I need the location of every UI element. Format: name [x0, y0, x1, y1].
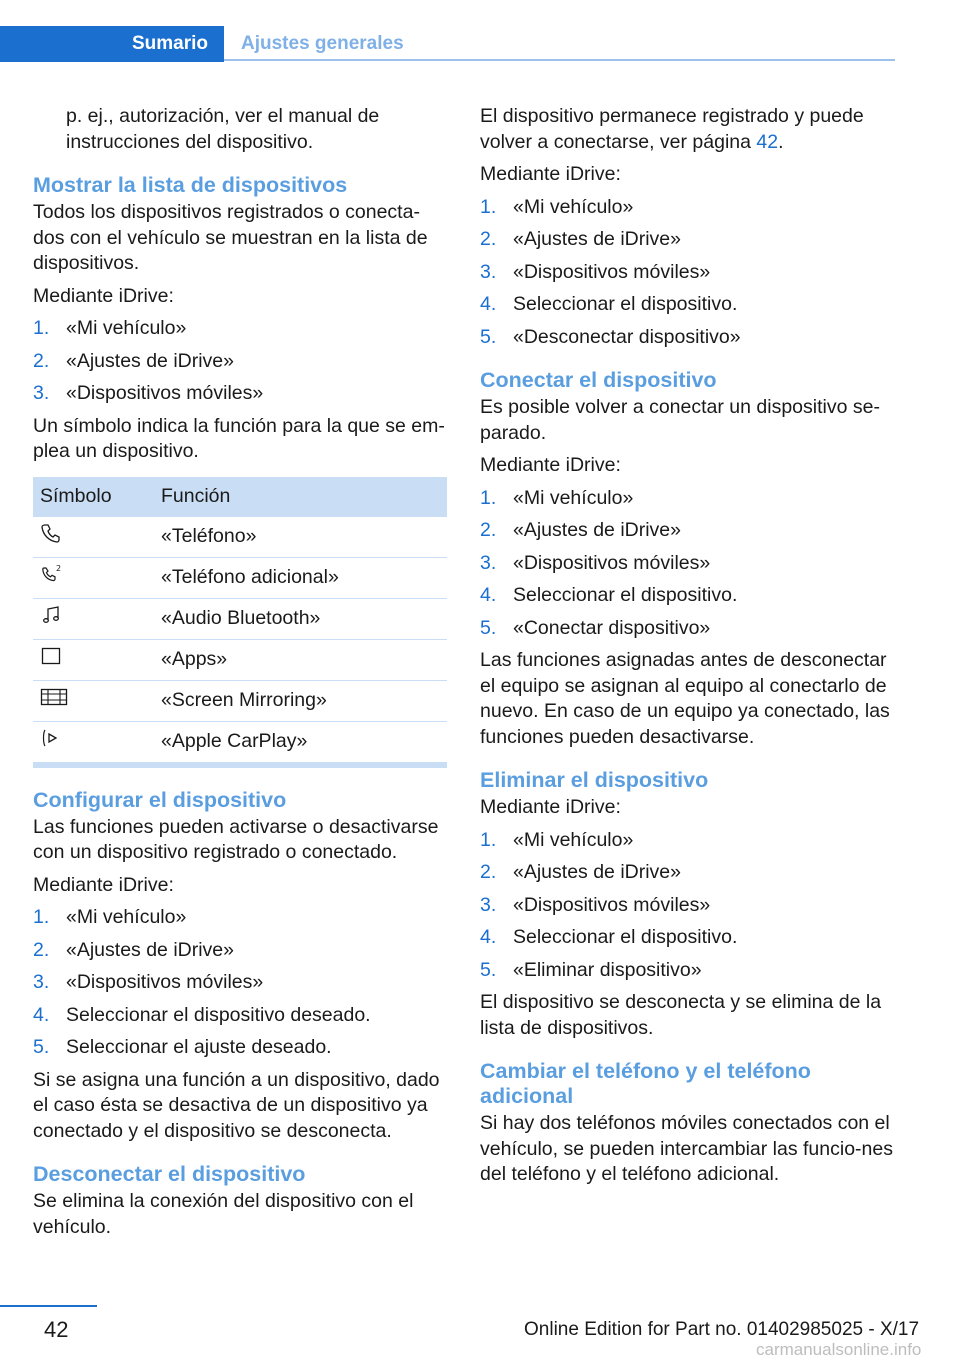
- list-item: 2. «Ajustes de iDrive»: [33, 938, 234, 961]
- paragraph: Mediante iDrive:: [480, 163, 621, 185]
- list-item: 2. «Ajustes de iDrive»: [480, 228, 681, 250]
- heading-configurar: Configurar el dispositivo: [33, 787, 287, 812]
- function-label: «Apps»: [161, 639, 447, 680]
- paragraph: Mediante iDrive:: [33, 873, 174, 896]
- paragraph: Si se asigna una función a un dispositivo, dado el caso ésta se desactiva de un dispositivo ya conectado y el dispositivo se desconecta.: [33, 1068, 440, 1142]
- heading-conectar: Conectar el dispositivo: [480, 368, 717, 392]
- page-reference-link[interactable]: 42: [756, 130, 779, 153]
- paragraph: Mediante iDrive:: [480, 454, 621, 476]
- list-item: 2. «Ajustes de iDrive»: [480, 861, 681, 883]
- paragraph: El dispositivo permanece registrado y puede volver a conectarse, ver página 42.: [480, 105, 864, 153]
- paragraph: Se elimina la conexión del dispositivo con el vehículo.: [33, 1190, 414, 1238]
- list-item: 3. «Dispositivos móviles»: [33, 971, 264, 993]
- page-header: [0, 26, 895, 62]
- paragraph: Mediante iDrive:: [480, 796, 621, 818]
- header-rule: [224, 59, 895, 61]
- list-item: 1. «Mi vehículo»: [33, 906, 187, 928]
- header-tab-sumario[interactable]: Sumario: [0, 26, 224, 62]
- paragraph: Las funciones pueden activarse o desactivarse con un dispositivo registrado o conectado.: [33, 815, 439, 863]
- heading-desconectar: Desconectar el dispositivo: [33, 1162, 306, 1186]
- list-item: 3. «Dispositivos móviles»: [33, 382, 264, 404]
- symbol-table: [33, 477, 447, 763]
- function-label: «Teléfono adicional»: [161, 557, 447, 598]
- music-note-icon: [40, 604, 62, 634]
- list-item: 1. «Mi vehículo»: [33, 317, 187, 339]
- table-row: [33, 721, 447, 762]
- paragraph: Un símbolo indica la función para la que se em-plea un dispositivo.: [33, 414, 445, 462]
- header-tab-ajustes-generales[interactable]: Ajustes generales: [241, 33, 404, 54]
- steps-list: [480, 195, 895, 351]
- heading-cambiar-telefono: Cambiar el teléfono y el teléfono adicional: [480, 1059, 811, 1108]
- list-item: 2. «Ajustes de iDrive»: [33, 349, 234, 372]
- list-item: 5. Seleccionar el ajuste deseado.: [33, 1036, 332, 1058]
- table-row: [33, 639, 447, 680]
- list-item: 1. «Mi vehículo»: [480, 828, 634, 851]
- paragraph: El dispositivo se desconecta y se elimina de la lista de dispositivos.: [480, 991, 882, 1039]
- paragraph: Si hay dos teléfonos móviles conectados con el vehículo, se pueden intercambiar las funcio-nes del teléfono y el teléfono adicional.: [480, 1112, 893, 1185]
- list-item: 4. Seleccionar el dispositivo.: [480, 293, 738, 315]
- paragraph: Las funciones asignadas antes de desconectar el equipo se asignan al equipo al conectarlo de nuevo. En caso de un equipo ya conectado, las funciones pueden desactivarse.: [480, 649, 890, 748]
- screen-mirroring-icon: [40, 686, 68, 716]
- list-item: 5. «Conectar dispositivo»: [480, 616, 711, 639]
- list-item: 1. «Mi vehículo»: [480, 486, 634, 509]
- footer-rule: [0, 1305, 97, 1307]
- list-item: 2. «Ajustes de iDrive»: [480, 519, 681, 541]
- list-item: 5. «Desconectar dispositivo»: [480, 325, 741, 348]
- list-item: 3. «Dispositivos móviles»: [480, 551, 711, 574]
- list-item: 4. Seleccionar el dispositivo.: [480, 926, 738, 948]
- steps-list: [33, 905, 447, 1061]
- svg-text:2: 2: [56, 563, 62, 573]
- paragraph: Todos los dispositivos registrados o conecta-dos con el vehículo se muestran en la lista de dispositivos.: [33, 201, 428, 274]
- table-row: [33, 517, 447, 558]
- list-item: 4. Seleccionar el dispositivo.: [480, 584, 738, 606]
- table-header-simbolo: Símbolo: [33, 477, 161, 517]
- intro-paragraph: p. ej., autorización, ver el manual de instrucciones del dispositivo.: [66, 105, 380, 153]
- phone-2-icon: [40, 563, 64, 593]
- phone-icon: [40, 522, 62, 552]
- list-item: 3. «Dispositivos móviles»: [480, 893, 711, 916]
- table-row: [33, 680, 447, 721]
- steps-list: [480, 486, 895, 642]
- table-row: [33, 598, 447, 639]
- list-item: 4. Seleccionar el dispositivo deseado.: [33, 1003, 371, 1026]
- heading-mostrar-lista: Mostrar la lista de dispositivos: [33, 173, 348, 197]
- apps-square-icon: [40, 645, 62, 675]
- left-column: [33, 104, 447, 1247]
- paragraph: Es posible volver a conectar un dispositivo se-parado.: [480, 396, 880, 444]
- table-bottom-rule: [33, 763, 447, 768]
- right-column: [480, 104, 895, 1195]
- steps-list: [480, 828, 895, 984]
- list-item: 1. «Mi vehículo»: [480, 195, 634, 218]
- page-number: 42: [44, 1317, 69, 1342]
- list-item: 3. «Dispositivos móviles»: [480, 260, 711, 283]
- list-item: 5. «Eliminar dispositivo»: [480, 958, 702, 981]
- steps-list: [33, 316, 447, 407]
- watermark: carmanualsonline.info: [756, 1340, 922, 1359]
- table-header-funcion: Función: [161, 477, 447, 517]
- function-label: «Audio Bluetooth»: [161, 598, 447, 639]
- function-label: «Screen Mirroring»: [161, 680, 447, 721]
- carplay-play-icon: [40, 727, 62, 757]
- function-label: «Apple CarPlay»: [161, 721, 447, 762]
- edition-note: Online Edition for Part no. 01402985025 - X/17: [524, 1319, 920, 1340]
- table-row: [33, 557, 447, 598]
- paragraph: Mediante iDrive:: [33, 284, 174, 307]
- heading-eliminar: Eliminar el dispositivo: [480, 768, 709, 792]
- function-label: «Teléfono»: [161, 517, 447, 558]
